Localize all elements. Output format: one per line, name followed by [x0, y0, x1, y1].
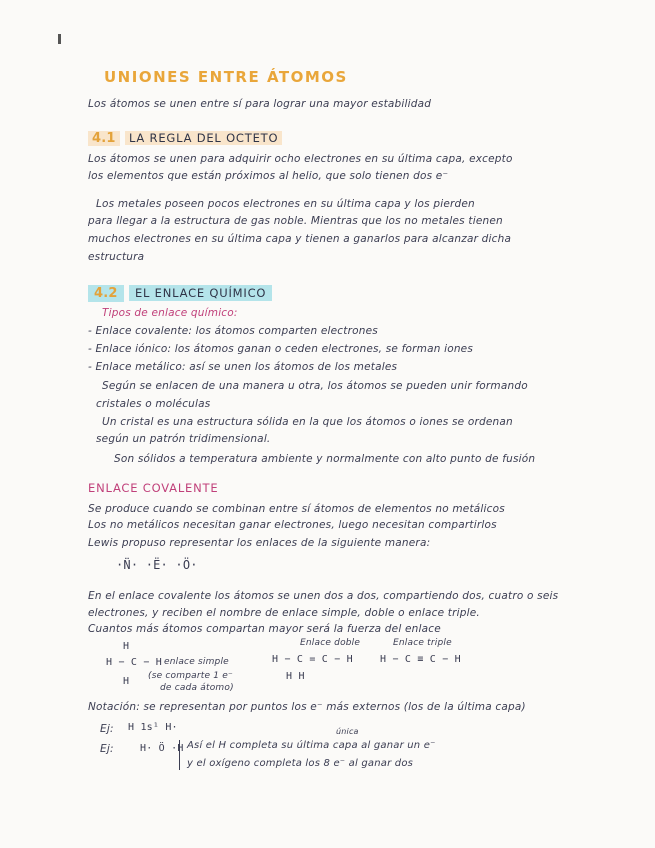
- text-line: Los metales poseen pocos electrones en su última capa y los pierden: [96, 198, 475, 210]
- text-line: cristales o moléculas: [96, 398, 211, 410]
- simple-bond-note: (se comparte 1 e⁻: [148, 671, 233, 681]
- text-line: Según se enlacen de una manera u otra, los átomos se pueden unir formando: [102, 380, 528, 392]
- lewis-structures: ·N̈· ·Ë· ·Ö·: [116, 558, 198, 572]
- example-2-note: Así el H completa su última capa al ganar un e⁻: [187, 740, 436, 751]
- section-number: 4.2: [88, 285, 124, 302]
- simple-bond-note: de cada átomo): [160, 683, 234, 693]
- example-2-note: y el oxígeno completa los 8 e⁻ al ganar dos: [187, 758, 414, 769]
- text-line: estructura: [88, 251, 145, 263]
- list-item: - Enlace covalente: los átomos comparten electrones: [88, 325, 378, 337]
- text-line: Cuantos más átomos compartan mayor será la fuerza del enlace: [88, 623, 441, 635]
- text-line: En el enlace covalente los átomos se unen dos a dos, compartiendo dos, cuatro o seis: [88, 590, 559, 602]
- text-line: según un patrón tridimensional.: [96, 433, 271, 445]
- example-1: H 1s¹ H·: [128, 722, 178, 733]
- text-line: Son sólidos a temperatura ambiente y normalmente con alto punto de fusión: [114, 453, 536, 465]
- simple-bond-top: H: [123, 641, 130, 652]
- text-line: Un cristal es una estructura sólida en la que los átomos o iones se ordenan: [102, 416, 513, 428]
- list-item: - Enlace iónico: los átomos ganan o ceden electrones, se forman iones: [88, 343, 474, 355]
- covalent-heading: ENLACE COVALENTE: [88, 481, 219, 495]
- superscript-note: única: [336, 727, 359, 736]
- subheading: Tipos de enlace químico:: [102, 307, 238, 319]
- text-line: para llegar a la estructura de gas noble. Mientras que los no metales tienen: [88, 215, 503, 227]
- double-bond-formula: H − C = C − H: [272, 654, 353, 665]
- example-2-water: H· Ö ·H: [140, 743, 184, 754]
- notation-line: Notación: se representan por puntos los e⁻ más externos (los de la última capa): [88, 701, 526, 713]
- simple-bond-label: enlace simple: [164, 657, 229, 667]
- example-label: Ej:: [100, 743, 114, 755]
- text-line: Los átomos se unen para adquirir ocho electrones en su última capa, excepto: [88, 153, 513, 165]
- section-title: EL ENLACE QUÍMICO: [129, 285, 272, 301]
- bracket: [179, 740, 182, 770]
- double-bond-label: Enlace doble: [300, 638, 361, 648]
- text-line: muchos electrones en su última capa y tienen a ganarlos para alcanzar dicha: [88, 233, 512, 245]
- section-4-2-heading: [88, 282, 272, 301]
- simple-bond-bottom: H: [123, 676, 130, 687]
- triple-bond-formula: H − C ≡ C − H: [380, 654, 461, 665]
- text-line: los elementos que están próximos al helio, que solo tienen dos e⁻: [88, 170, 449, 182]
- text-line: Los no metálicos necesitan ganar electrones, luego necesitan compartirlos: [88, 519, 497, 531]
- simple-bond-formula: H − C − H: [106, 657, 162, 668]
- intro-text: Los átomos se unen entre sí para lograr una mayor estabilidad: [88, 98, 432, 110]
- double-bond-bottom: H H: [286, 671, 305, 682]
- text-line: Lewis propuso representar los enlaces de la siguiente manera:: [88, 537, 431, 549]
- section-number: 4.1: [88, 131, 120, 146]
- section-title: LA REGLA DEL OCTETO: [125, 131, 282, 145]
- page-title: UNIONES ENTRE ÁTOMOS: [104, 68, 348, 86]
- triple-bond-label: Enlace triple: [393, 638, 452, 648]
- list-item: - Enlace metálico: así se unen los átomos de los metales: [88, 361, 398, 373]
- example-label: Ej:: [100, 723, 114, 735]
- margin-mark: [58, 34, 61, 44]
- text-line: electrones, y reciben el nombre de enlace simple, doble o enlace triple.: [88, 607, 480, 619]
- text-line: Se produce cuando se combinan entre sí átomos de elementos no metálicos: [88, 503, 505, 515]
- section-4-1-heading: [88, 127, 282, 146]
